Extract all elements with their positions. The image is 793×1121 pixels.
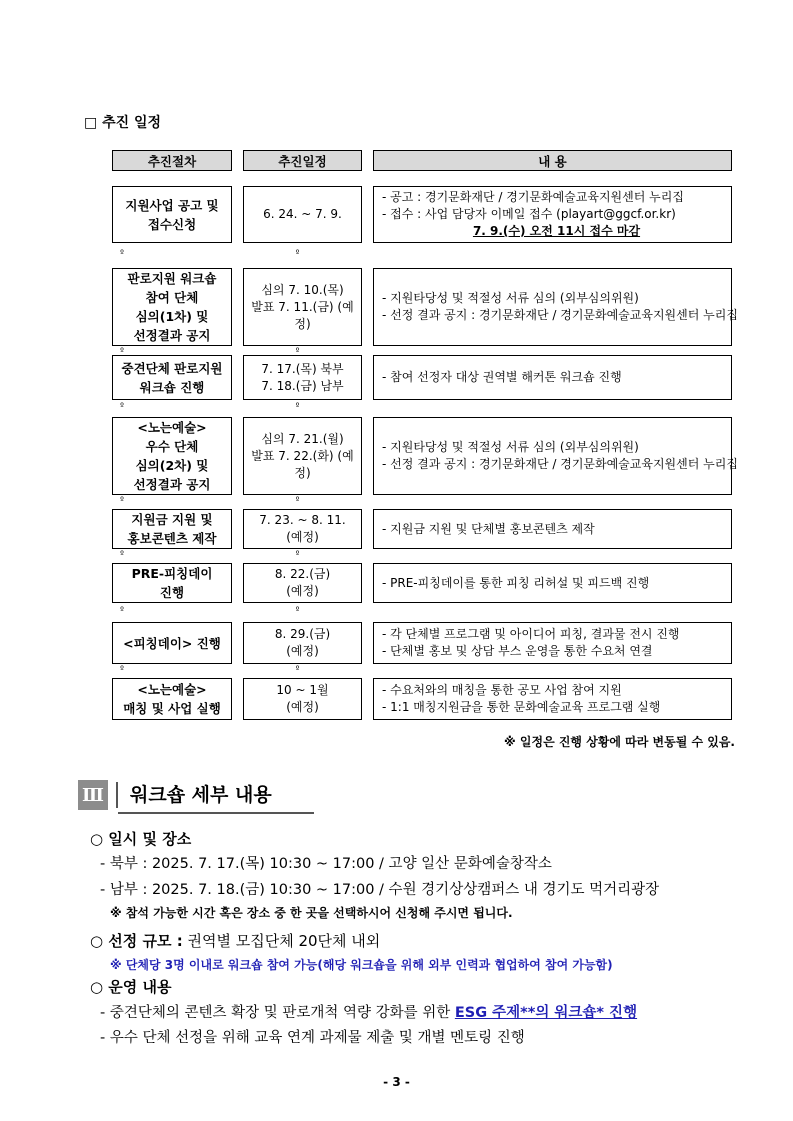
table-header-1: 추진절차	[112, 150, 232, 171]
desc-line: - 접수 : 사업 담당자 이메일 접수 (playart@ggcf.or.kr)	[382, 207, 676, 221]
step-line: <노는예술>	[137, 682, 207, 697]
flow-arrow-icon: º	[120, 549, 124, 558]
step-cell	[112, 268, 232, 346]
date-line: 7. 23. ~ 8. 11.	[259, 513, 346, 527]
flow-arrow-icon: º	[295, 495, 300, 504]
table-header-3: 내 용	[373, 150, 732, 171]
date-cell	[243, 678, 362, 720]
date-line: 심의 7. 21.(월)	[261, 431, 344, 446]
step-line: 접수신청	[147, 216, 197, 232]
date-line: 7. 17.(목) 북부	[261, 361, 344, 376]
desc-line: - 각 단체별 프로그램 및 아이디어 피칭, 결과물 전시 진행	[382, 627, 680, 641]
flow-arrow-icon: º	[120, 247, 124, 257]
step-line: PRE-피칭데이	[131, 566, 213, 581]
step-line: 진행	[159, 585, 185, 600]
scale-label: ○ 선정 규모 :	[90, 932, 183, 950]
desc-line: - 선정 결과 공지 : 경기문화재단 / 경기문화예술교육지원센터 누리집	[382, 457, 738, 471]
flow-arrow-icon: º	[295, 604, 300, 614]
date-line: 8. 29.(금)	[274, 627, 331, 641]
date-line: (예정)	[286, 644, 319, 658]
step-cell	[112, 186, 232, 243]
south-schedule: - 남부 : 2025. 7. 18.(금) 10:30 ~ 17:00 / 수원 경기상상캠퍼스 내 경기도 먹거리광장	[100, 882, 660, 898]
flow-arrow-icon: º	[120, 664, 124, 673]
date-cell	[243, 509, 362, 549]
step-line: 선정결과 공지	[133, 477, 211, 492]
step-line: 참여 단체	[145, 290, 199, 305]
section-underline	[118, 812, 314, 814]
date-line: 6. 24. ~ 7. 9.	[263, 207, 342, 221]
date-line: (예정)	[286, 700, 319, 714]
step-line: 선정결과 공지	[133, 328, 211, 343]
schedule-note: ※ 일정은 진행 상황에 따라 변동될 수 있음.	[504, 735, 735, 749]
schedule-subnote: ※ 참석 가능한 시간 혹은 장소 중 한 곳을 선택하시어 신청해 주시면 됩니다.	[110, 906, 513, 920]
desc-cell	[373, 509, 732, 549]
desc-cell	[373, 268, 738, 346]
date-line: 발표 7. 11.(금) (예정)	[251, 299, 354, 331]
step-line: 우수 단체	[145, 439, 199, 454]
desc-line: - 단체별 홍보 및 상담 부스 운영을 통한 수요처 연결	[382, 644, 653, 658]
step-line: 심의(1차) 및	[135, 309, 209, 324]
flow-arrow-icon: º	[295, 400, 300, 410]
scale-heading	[90, 930, 380, 951]
desc-line: - 참여 선정자 대상 권역별 해커톤 워크숍 진행	[382, 370, 622, 384]
step-line: 지원금 지원 및	[131, 512, 213, 527]
section-number: Ⅲ	[78, 780, 108, 810]
north-schedule: - 북부 : 2025. 7. 17.(목) 10:30 ~ 17:00 / 고양 일산 문화예술창작소	[100, 856, 552, 872]
table-header-2: 추진일정	[243, 150, 362, 171]
date-line: 10 ~ 1월	[276, 683, 329, 697]
step-cell	[112, 678, 232, 720]
scale-value: 권역별 모집단체 20단체 내외	[182, 932, 381, 950]
date-cell	[243, 186, 362, 243]
flow-arrow-icon: º	[120, 400, 124, 410]
step-line: 홍보콘텐츠 제작	[127, 531, 217, 546]
step-cell	[112, 509, 232, 549]
flow-arrow-icon: º	[295, 664, 300, 673]
step-cell	[112, 417, 232, 495]
ops-item-1	[100, 1001, 637, 1022]
date-cell	[243, 563, 362, 603]
ops-heading: ○ 운영 내용	[90, 978, 172, 996]
step-line: 매칭 및 사업 실행	[123, 701, 221, 716]
date-cell	[243, 417, 362, 495]
date-line: 7. 18.(금) 남부	[261, 378, 344, 393]
desc-cell	[373, 417, 738, 495]
step-line: 지원사업 공고 및	[125, 197, 219, 213]
date-line: (예정)	[286, 530, 319, 544]
desc-line: - 지원타당성 및 적절성 서류 심의 (외부심의위원)	[382, 291, 639, 305]
desc-cell	[373, 678, 732, 720]
flow-arrow-icon: º	[295, 247, 300, 257]
desc-cell	[373, 563, 732, 603]
date-cell	[243, 622, 362, 664]
desc-cell	[373, 355, 732, 400]
esg-workshop-link[interactable]: ESG 주제**의 워크숍* 진행	[454, 1005, 638, 1021]
desc-line: - 지원타당성 및 적절성 서류 심의 (외부심의위원)	[382, 440, 639, 454]
flow-arrow-icon: º	[295, 346, 300, 355]
desc-line: - 지원금 지원 및 단체별 홍보콘텐츠 제작	[382, 521, 595, 536]
step-cell	[112, 355, 232, 400]
date-line: 8. 22.(금)	[274, 567, 331, 581]
desc-cell	[373, 622, 732, 664]
scale-subnote: ※ 단체당 3명 이내로 워크숍 참여 가능(해당 워크숍을 위해 외부 인력과 협업하여 참여 가능함)	[110, 958, 613, 972]
flow-arrow-icon: º	[120, 604, 124, 614]
section-heading: 워크숍 세부 내용	[130, 784, 272, 806]
step-line: 심의(2차) 및	[135, 458, 209, 473]
section-divider	[116, 782, 118, 808]
step-cell	[112, 563, 232, 603]
step-line: 판로지원 워크숍	[127, 271, 217, 286]
flow-arrow-icon: º	[295, 549, 300, 558]
date-line: (예정)	[286, 584, 319, 598]
step-line: <피칭데이> 진행	[123, 635, 221, 651]
flow-arrow-icon: º	[120, 346, 124, 355]
step-line: 워크숍 진행	[139, 379, 205, 395]
desc-line: - 선정 결과 공지 : 경기문화재단 / 경기문화예술교육지원센터 누리집	[382, 308, 738, 322]
date-line: 심의 7. 10.(목)	[261, 282, 344, 297]
section-title: □ 추진 일정	[84, 115, 162, 131]
deadline-highlight: 7. 9.(수) 오전 11시 접수 마감	[472, 224, 641, 238]
desc-line: - PRE-피칭데이를 통한 피칭 리허설 및 피드백 진행	[382, 575, 650, 590]
desc-cell	[373, 186, 732, 243]
ops-item-2: - 우수 단체 선정을 위해 교육 연계 과제물 제출 및 개별 멘토링 진행	[100, 1030, 525, 1046]
date-cell	[243, 268, 362, 346]
desc-line: - 공고 : 경기문화재단 / 경기문화예술교육지원센터 누리집	[382, 190, 684, 204]
desc-line: - 수요처와의 매칭을 통한 공모 사업 참여 지원	[382, 683, 622, 697]
date-cell	[243, 355, 362, 400]
date-line: 발표 7. 22.(화) (예정)	[251, 448, 354, 480]
flow-arrow-icon: º	[120, 495, 124, 504]
schedule-heading: ○ 일시 및 장소	[90, 830, 192, 848]
step-cell	[112, 622, 232, 664]
step-line: <노는예술>	[137, 420, 207, 435]
desc-line: - 1:1 매칭지원금을 통한 문화예술교육 프로그램 실행	[382, 700, 661, 714]
page-number: - 3 -	[383, 1075, 410, 1089]
ops-item-1-text: - 중견단체의 콘텐츠 확장 및 판로개척 역량 강화를 위한	[100, 1005, 455, 1021]
step-line: 중견단체 판로지원	[121, 360, 223, 376]
